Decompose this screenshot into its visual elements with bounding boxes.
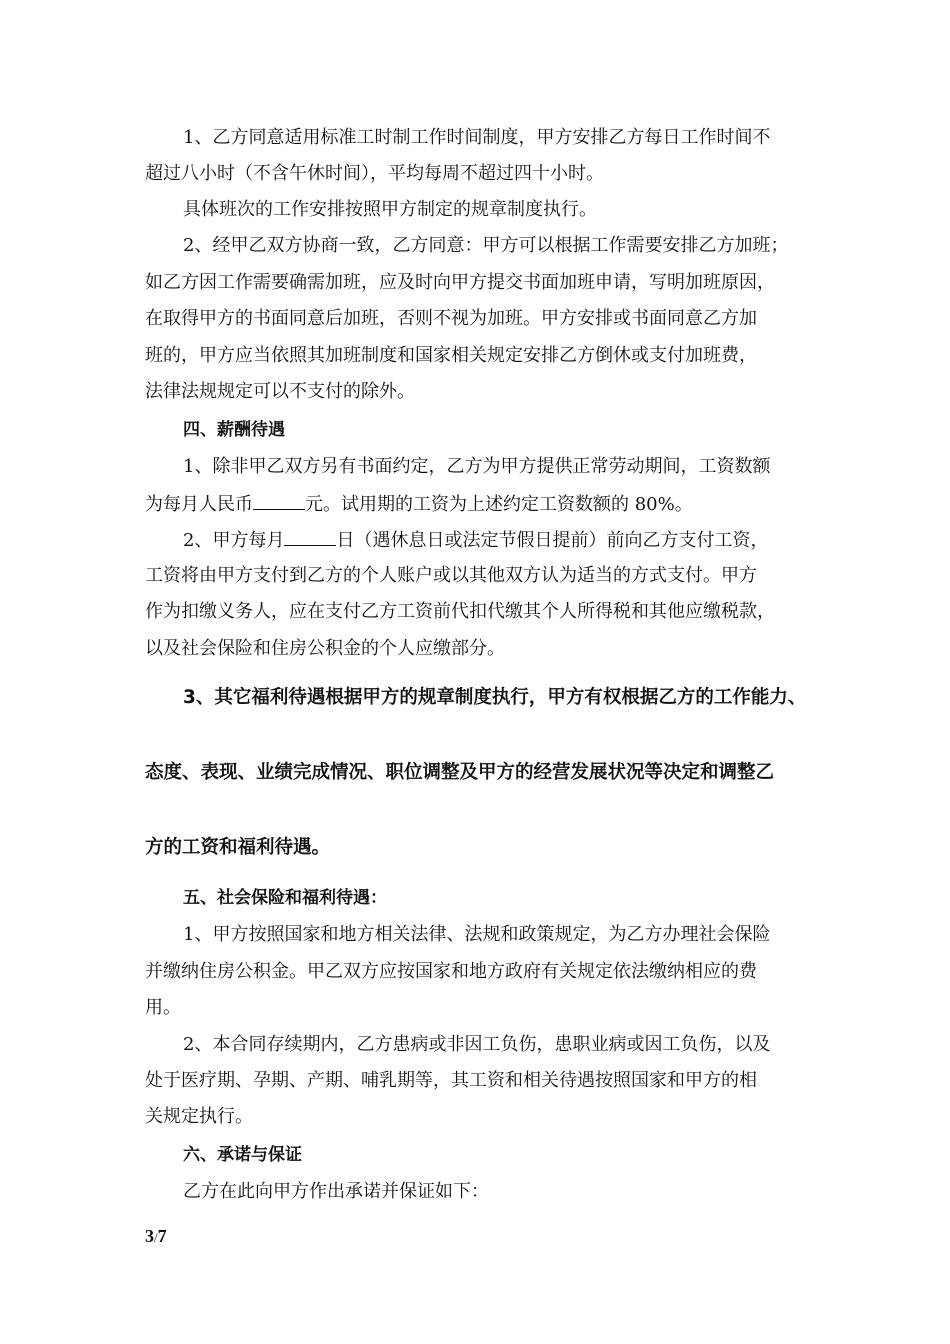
section-heading-salary: 四、薪酬待遇 bbox=[183, 420, 285, 440]
paragraph-line: 关规定执行。 bbox=[145, 1106, 253, 1127]
paragraph-line: 如乙方因工作需要确需加班，应及时向甲方提交书面加班申请，写明加班原因， bbox=[145, 272, 775, 293]
payday-text-before-blank: 2、甲方每月 bbox=[183, 530, 285, 551]
paragraph-line: 1、乙方同意适用标准工时制工作时间制度，甲方安排乙方每日工作时间不 bbox=[183, 127, 771, 148]
page-number bbox=[145, 1226, 167, 1247]
paragraph-line: 以及社会保险和住房公积金的个人应缴部分。 bbox=[145, 638, 505, 659]
paragraph-line bbox=[183, 527, 768, 553]
paragraph-line: 态度、表现、业绩完成情况、职位调整及甲方的经营发展状况等决定和调整乙 bbox=[145, 762, 775, 783]
paragraph-line: 方的工资和福利待遇。 bbox=[145, 837, 331, 858]
paragraph-line: 用。 bbox=[145, 997, 181, 1018]
salary-amount-blank bbox=[253, 491, 305, 510]
paragraph-line: 2、经甲乙双方协商一致，乙方同意：甲方可以根据工作需要安排乙方加班； bbox=[183, 235, 789, 256]
paragraph-line: 3、其它福利待遇根据甲方的规章制度执行，甲方有权根据乙方的工作能力、 bbox=[183, 687, 807, 708]
paragraph-line: 法律法规规定可以不支付的除外。 bbox=[145, 381, 415, 402]
paragraph-line: 超过八小时（不含午休时间），平均每周不超过四十小时。 bbox=[145, 163, 604, 184]
page-separator: / bbox=[154, 1230, 158, 1245]
paragraph-line: 乙方在此向甲方作出承诺并保证如下： bbox=[183, 1181, 489, 1202]
payday-blank bbox=[284, 527, 336, 546]
paragraph-line: 1、除非甲乙双方另有书面约定，乙方为甲方提供正常劳动期间，工资数额 bbox=[183, 456, 771, 477]
paragraph-line: 班的，甲方应当依照其加班制度和国家相关规定安排乙方倒休或支付加班费， bbox=[145, 345, 757, 366]
section-heading-insurance: 五、社会保险和福利待遇： bbox=[183, 888, 387, 908]
paragraph-line: 并缴纳住房公积金。甲乙双方应按国家和地方政府有关规定依法缴纳相应的费 bbox=[145, 961, 757, 982]
section-heading-commitments: 六、承诺与保证 bbox=[183, 1145, 302, 1165]
salary-text-after-blank: 元。试用期的工资为上述约定工资数额的 80%。 bbox=[305, 494, 693, 515]
payday-text-after-blank: 日（遇休息日或法定节假日提前）前向乙方支付工资， bbox=[336, 530, 769, 551]
paragraph-line: 1、甲方按照国家和地方相关法律、法规和政策规定，为乙方办理社会保险 bbox=[183, 924, 771, 945]
paragraph-line bbox=[145, 491, 693, 517]
paragraph-line: 作为扣缴义务人，应在支付乙方工资前代扣代缴其个人所得税和其他应缴税款， bbox=[145, 601, 775, 622]
paragraph-line: 处于医疗期、孕期、产期、哺乳期等，其工资和相关待遇按照国家和甲方的相 bbox=[145, 1070, 757, 1091]
paragraph-line: 工资将由甲方支付到乙方的个人账户或以其他双方认为适当的方式支付。甲方 bbox=[145, 565, 757, 586]
salary-text-before-blank: 为每月人民币 bbox=[145, 494, 253, 515]
paragraph-line: 2、本合同存续期内，乙方患病或非因工负伤，患职业病或因工负伤，以及 bbox=[183, 1034, 771, 1055]
page-total: 7 bbox=[157, 1226, 167, 1246]
paragraph-line: 在取得甲方的书面同意后加班，否则不视为加班。甲方安排或书面同意乙方加 bbox=[145, 308, 757, 329]
paragraph-line: 具体班次的工作安排按照甲方制定的规章制度执行。 bbox=[183, 199, 597, 220]
page-current: 3 bbox=[145, 1226, 154, 1246]
